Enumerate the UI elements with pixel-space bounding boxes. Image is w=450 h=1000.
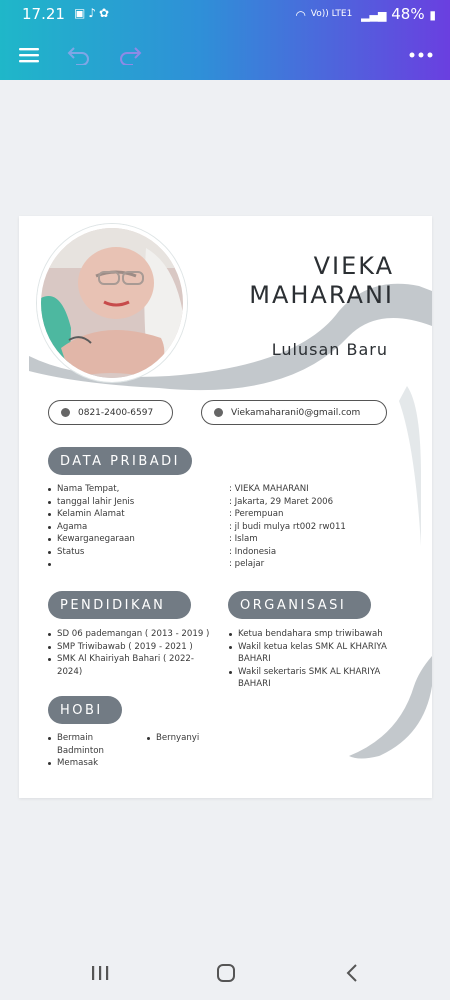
- editor-toolbar: [0, 30, 450, 80]
- signal-icon: ▂▄▆: [361, 9, 387, 22]
- list-item: Status: [48, 546, 198, 559]
- redo-icon: [117, 45, 143, 65]
- more-icon: [409, 51, 433, 59]
- status-right: [296, 5, 437, 23]
- list-value: : VIEKA MAHARANI: [229, 484, 309, 494]
- list-value: : pelajar: [229, 559, 265, 569]
- list-item: Bernyanyi: [147, 732, 227, 745]
- list-item: SMP Triwibawab ( 2019 - 2021 ): [48, 641, 223, 654]
- network-label: Vo)) LTE1: [310, 9, 353, 19]
- email-contact[interactable]: [201, 400, 387, 425]
- tiktok-icon: ♪: [88, 6, 100, 20]
- list-item: [48, 558, 198, 571]
- list-value: : Indonesia: [229, 546, 277, 557]
- list-item: SMK Al Khairiyah Bahari ( 2022-2024): [48, 653, 198, 678]
- education-list: [48, 628, 223, 678]
- organization-list: [229, 628, 409, 691]
- hobby-list-left: [48, 732, 143, 770]
- home-button[interactable]: [211, 960, 241, 986]
- system-navigation-bar: [0, 948, 450, 1000]
- status-bar: [0, 0, 450, 30]
- menu-icon: [18, 46, 40, 64]
- section-title-organisasi: ORGANISASI: [228, 591, 371, 619]
- redo-button[interactable]: [113, 38, 147, 72]
- list-item: Memasak: [48, 757, 143, 770]
- list-item: Agama: [48, 521, 198, 534]
- list-item: tanggal lahir Jenis: [48, 496, 198, 509]
- more-options-button[interactable]: [404, 38, 438, 72]
- home-icon: [215, 962, 237, 984]
- cv-document-page[interactable]: [19, 216, 432, 798]
- personal-data-labels: [48, 483, 198, 571]
- profile-photo[interactable]: [37, 224, 187, 382]
- notification-icons: [74, 6, 112, 20]
- phone-number: 0821-2400-6597: [78, 407, 154, 418]
- recent-apps-icon: [90, 964, 110, 982]
- list-item: Wakil sekertaris SMK AL KHARIYA BAHARI: [229, 666, 399, 691]
- list-item: Nama Tempat,: [48, 483, 198, 496]
- name-line-1: VIEKA: [313, 252, 394, 280]
- undo-button[interactable]: [62, 38, 96, 72]
- list-item: Ketua bendahara smp triwibawah: [229, 628, 409, 641]
- list-value: : Perempuan: [229, 509, 284, 519]
- back-button[interactable]: [337, 960, 367, 986]
- gallery-icon: ▣: [74, 6, 89, 20]
- email-address: Viekamaharani0@gmail.com: [231, 407, 361, 418]
- list-item: Bermain Badminton: [48, 732, 118, 757]
- undo-icon: [66, 45, 92, 65]
- phone-icon: [61, 408, 70, 417]
- list-item: Kewarganegaraan: [48, 533, 198, 546]
- menu-button[interactable]: [12, 38, 46, 72]
- section-title-hobi: HOBI: [48, 696, 122, 724]
- personal-data-values: [229, 483, 399, 571]
- fan-icon: ✿: [99, 6, 113, 20]
- list-item: Kelamin Alamat: [48, 508, 198, 521]
- email-icon: [214, 408, 223, 417]
- recent-apps-button[interactable]: [85, 960, 115, 986]
- section-title-pendidikan: PENDIDIKAN: [48, 591, 191, 619]
- candidate-role: Lulusan Baru: [271, 340, 388, 359]
- name-line-2: MAHARANI: [249, 281, 394, 309]
- list-value: : Islam: [229, 534, 258, 544]
- phone-contact[interactable]: [48, 400, 173, 425]
- list-value: : Jakarta, 29 Maret 2006: [229, 496, 334, 507]
- battery-level: 48%: [391, 5, 425, 23]
- candidate-name: [174, 252, 394, 310]
- list-value: : jl budi mulya rt002 rw011: [229, 521, 346, 532]
- list-item: SD 06 pademangan ( 2013 - 2019 ): [48, 628, 223, 641]
- wifi-icon: ◠: [295, 8, 306, 22]
- hobby-list-right: [147, 732, 227, 745]
- battery-icon: ▮: [429, 8, 436, 22]
- status-time: 17.21: [22, 5, 65, 23]
- section-title-data-pribadi: DATA PRIBADI: [48, 447, 192, 475]
- list-item: Wakil ketua kelas SMK AL KHARIYA BAHARI: [229, 641, 399, 666]
- back-icon: [344, 963, 360, 983]
